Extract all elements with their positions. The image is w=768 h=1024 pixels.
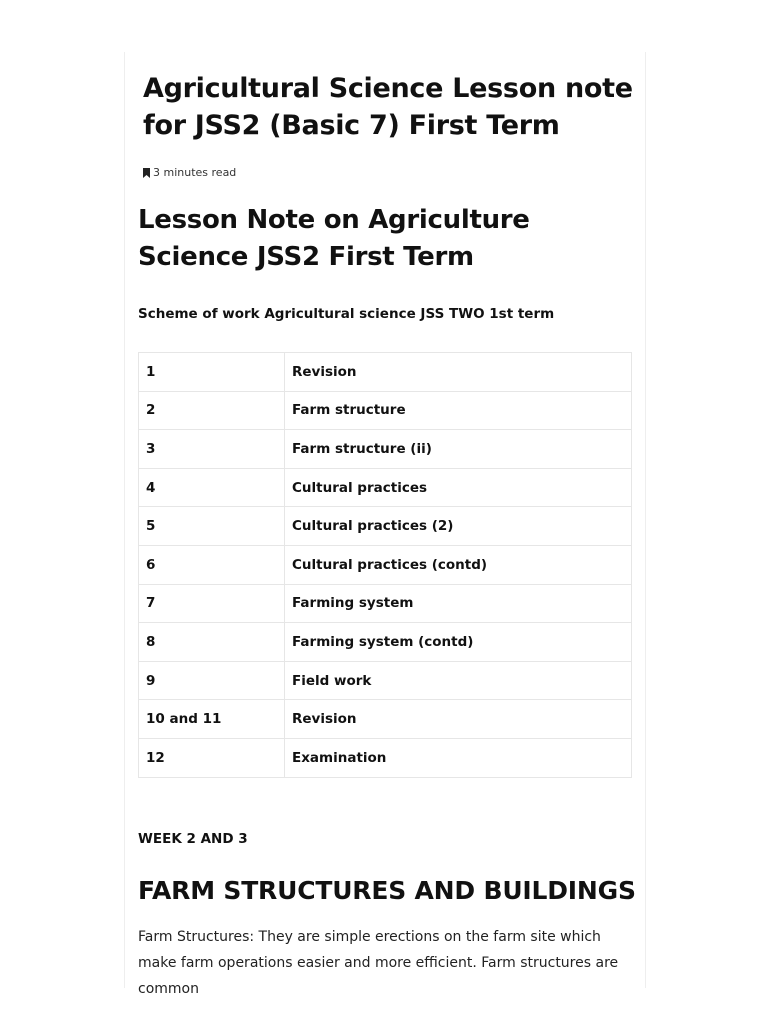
table-row [139,353,632,392]
scheme-of-work-table [138,352,632,778]
table-row [139,700,632,739]
week-cell: 9 [139,661,285,700]
table-row [139,507,632,546]
topic-cell: Farm structure [285,391,632,430]
table-row [139,623,632,662]
article-body [125,52,645,997]
article-container [124,52,646,997]
topic-cell: Revision [285,700,632,739]
topic-cell: Examination [285,738,632,777]
topic-cell: Cultural practices (contd) [285,545,632,584]
table-row [139,584,632,623]
topic-cell: Cultural practices [285,468,632,507]
topic-cell: Revision [285,353,632,392]
week-cell: 12 [139,738,285,777]
topic-cell: Farming system [285,584,632,623]
week-cell: 1 [139,353,285,392]
topic-cell: Farming system (contd) [285,623,632,662]
week-cell: 8 [139,623,285,662]
week-cell: 10 and 11 [139,700,285,739]
week-cell: 3 [139,430,285,469]
bookmark-icon [143,168,150,178]
section-heading: FARM STRUCTURES AND BUILDINGS [138,876,636,905]
week-cell: 5 [139,507,285,546]
table-row [139,468,632,507]
week-label: WEEK 2 AND 3 [138,831,248,847]
body-paragraph: Farm Structures: They are simple erections on the farm site which make farm operations easier and more efficient. Farm structures are common [138,929,619,997]
table-row [139,738,632,777]
topic-cell: Field work [285,661,632,700]
post-title: Agricultural Science Lesson note for JSS2 (Basic 7) First Term [143,73,633,141]
week-cell: 2 [139,391,285,430]
read-time-text: 3 minutes read [153,166,237,179]
week-cell: 7 [139,584,285,623]
table-row [139,391,632,430]
scheme-label: Scheme of work Agricultural science JSS TWO 1st term [138,306,555,322]
table-row [139,430,632,469]
lesson-subtitle: Lesson Note on Agriculture Science JSS2 First Term [138,205,530,272]
topic-cell: Farm structure (ii) [285,430,632,469]
topic-cell: Cultural practices (2) [285,507,632,546]
table-row [139,661,632,700]
week-cell: 6 [139,545,285,584]
week-cell: 4 [139,468,285,507]
read-time-meta [143,166,236,180]
table-row [139,545,632,584]
